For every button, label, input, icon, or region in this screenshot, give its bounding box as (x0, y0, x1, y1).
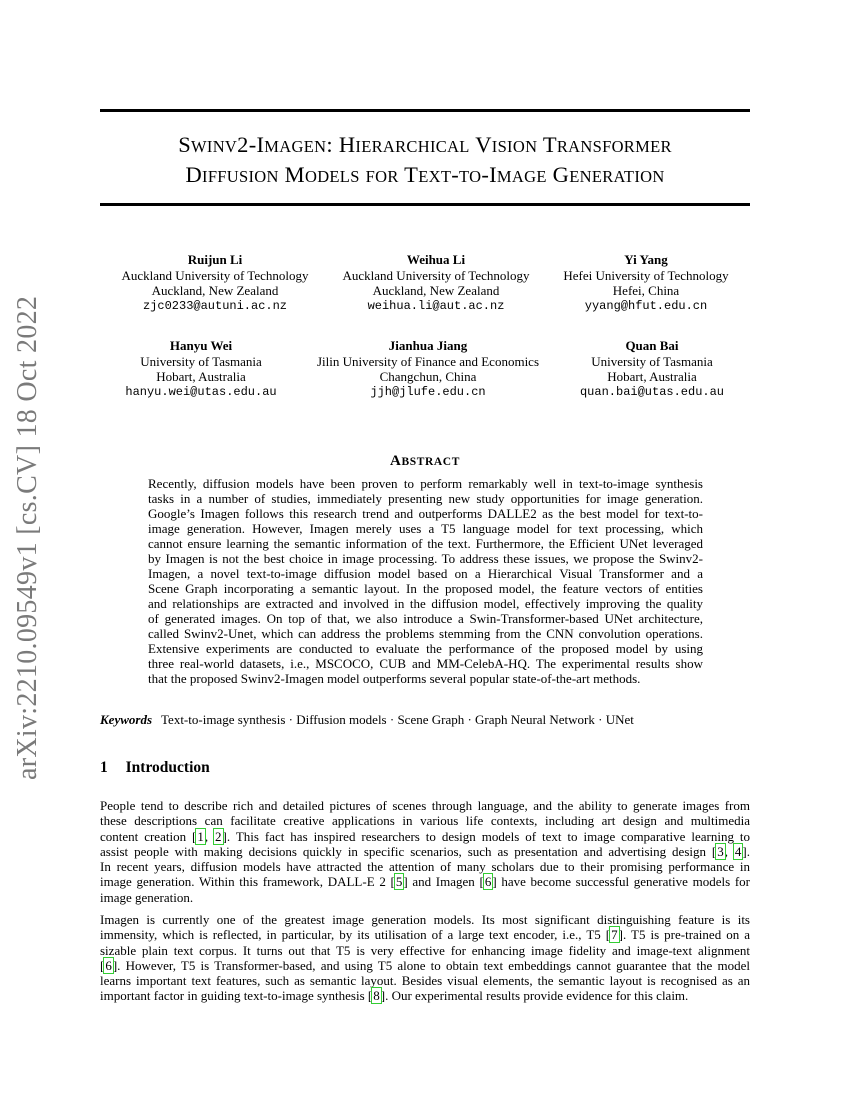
abstract-heading (100, 453, 750, 470)
paragraph-text: ]. T5 is pre-trained on a (618, 927, 751, 943)
author-email[interactable]: quan.bai@utas.edu.au (579, 384, 725, 399)
keywords-label: Keywords (100, 712, 152, 727)
author-location: Hobart, Australia (156, 369, 246, 385)
keywords-text: Text-to-image synthesis · Diffusion models · Scene Graph · Graph Neural Network · UNet (161, 712, 634, 727)
author-name: Weihua Li (406, 252, 466, 267)
paragraph-text: In recent years, diffusion models have attracted the attention of many scholars due to their promising performance in (100, 859, 750, 875)
abstract-line: and relationships are extracted and involved in the diffusion model, effectively improving the quality (148, 596, 703, 611)
author-name: Hanyu Wei (169, 338, 233, 353)
author-location: Auckland, New Zealand (372, 283, 500, 299)
author-email[interactable]: hanyu.wei@utas.edu.au (125, 384, 277, 399)
paragraph-line (100, 829, 750, 844)
paragraph-line (100, 988, 750, 1003)
paragraph-line (100, 813, 750, 828)
author-name: Yi Yang (624, 252, 668, 267)
paragraph-line (100, 973, 750, 988)
paragraph-line (100, 958, 750, 973)
paragraph-text: ]. (742, 843, 751, 859)
author-location: Changchun, China (379, 369, 477, 385)
paragraph-text: important factor in guiding text-to-image synthesis [ (100, 988, 373, 1004)
paragraph-line (100, 927, 750, 942)
author-affiliation: University of Tasmania (591, 353, 713, 369)
citation-link[interactable]: 6 (105, 957, 112, 973)
paragraph-line (100, 912, 750, 927)
author-email[interactable]: jjh@jlufe.edu.cn (370, 384, 486, 399)
section-heading (100, 759, 210, 777)
paragraph-text: content creation [ (100, 828, 197, 844)
section-number: 1 (100, 759, 108, 776)
keywords-line (100, 712, 750, 728)
abstract-line: Scene Graph incorporating a semantic layout. In the proposed model, the feature vectors of entities (148, 581, 703, 596)
author-location: Auckland, New Zealand (151, 283, 279, 299)
abstract-line: Extensive experiments are conducted to evaluate the performance of the proposed model by using (148, 641, 703, 656)
paragraph-line (100, 890, 750, 905)
paragraph-line (100, 859, 750, 874)
paragraph-text: [ (100, 957, 105, 973)
abstract-body (148, 476, 703, 686)
author-affiliation: University of Tasmania (140, 353, 262, 369)
author-email[interactable]: zjc0233@autuni.ac.nz (142, 298, 288, 313)
intro-paragraph-1 (100, 798, 750, 905)
author-affiliation: Jilin University of Finance and Economics (316, 353, 540, 369)
paragraph-text: ]. This fact has inspired researchers to design models of text to image comparative learning to (222, 828, 751, 844)
abstract-line: called Swinv2-Unet, which can address the problems stemming from the CNN convolution operations. (148, 626, 703, 641)
abstract-line: Recently, diffusion models have been proven to perform remarkably well in text-to-image synthesis (148, 476, 703, 491)
author-card (71, 338, 331, 400)
citation-link[interactable]: 4 (734, 843, 742, 859)
author-card (516, 252, 776, 314)
paragraph-line (100, 798, 750, 813)
section-title: Introduction (125, 759, 210, 776)
paragraph-text: learns important text features, such as semantic layout. Besides visual elements, the semantic layout is recognised as an (100, 973, 750, 989)
author-email[interactable]: weihua.li@aut.ac.nz (367, 298, 505, 313)
author-name: Quan Bai (625, 338, 679, 353)
abstract-line: Google’s Imagen follows this research trend and outperforms DALLE2 as the best model for text-to- (148, 506, 703, 521)
citation-link[interactable]: 8 (373, 988, 380, 1004)
title-rule-bottom (100, 203, 750, 206)
author-location: Hefei, China (612, 283, 680, 299)
paragraph-text: , (724, 843, 734, 859)
author-affiliation: Auckland University of Technology (121, 267, 309, 283)
paragraph-text: assist people with making decisions quickly in specific scenarios, such as presentation and advertising design [ (100, 843, 717, 859)
title-rule-top (100, 109, 750, 112)
citation-link[interactable]: 6 (484, 874, 492, 890)
author-card (298, 338, 558, 400)
paragraph-text: ] and Imagen [ (403, 874, 484, 890)
abstract-line: image generation. However, Imagen merely uses a T5 language model for text processing, which (148, 521, 703, 536)
author-email[interactable]: yyang@hfut.edu.cn (584, 298, 708, 313)
paragraph-text: these descriptions can facilitate creative applications in various life contexts, including art design and multimedia (100, 813, 750, 829)
abstract-line: three real-world datasets, i.e., MSCOCO, CUB and MM-CelebA-HQ. The experimental results show (148, 656, 703, 671)
paragraph-text: immensity, which is reflected, in particular, by its utilisation of a large text encoder, i.e., T5 [ (100, 927, 611, 943)
author-affiliation: Hefei University of Technology (563, 267, 729, 283)
abstract-line: cannot ensure learning the semantic information of the text. Furthermore, the Efficient UNet leveraged (148, 536, 703, 551)
citation-link[interactable]: 3 (717, 843, 724, 859)
citation-link[interactable]: 1 (197, 828, 204, 844)
paragraph-text: ] have become successful generative models for (492, 874, 750, 890)
author-name: Jianhua Jiang (388, 338, 468, 353)
paragraph-text: image generation. (100, 889, 194, 905)
arxiv-side-stamp: arXiv:2210.09549v1 [cs.CV] 18 Oct 2022 (12, 295, 43, 780)
abstract-line: Imagen, a novel text-to-image diffusion model based on a Hierarchical Visual Transformer and a (148, 566, 703, 581)
abstract-line: tasks in a number of studies, immediately presenting new study opportunities for image generation. (148, 491, 703, 506)
paper-title (100, 131, 750, 191)
paragraph-text: People tend to describe rich and detailed pictures of scenes through language, and the ability to generate images from (100, 798, 750, 813)
abstract-line: of generated images. On top of that, we also introduce a Swin-Transformer-based UNet architecture, (148, 611, 703, 626)
paragraph-line (100, 844, 750, 859)
author-name: Ruijun Li (187, 252, 243, 267)
citation-link[interactable]: 2 (215, 828, 222, 844)
paragraph-line (100, 874, 750, 889)
author-affiliation: Auckland University of Technology (342, 267, 530, 283)
author-location: Hobart, Australia (607, 369, 697, 385)
abstract-heading-initial: A (390, 453, 402, 469)
paragraph-text: ]. However, T5 is Transformer-based, and using T5 alone to obtain text embeddings cannot guarantee that the model (112, 957, 750, 973)
paragraph-text: image generation. Within this framework, DALL-E 2 [ (100, 874, 395, 890)
paragraph-text: sizable plain text corpus. It turns out that T5 is very effective for enhancing image fidelity and image-text alignment (100, 942, 750, 958)
paragraph-text: Imagen is currently one of the greatest image generation models. Its most significant distinguishing feature is its (100, 912, 750, 927)
title-line-2: DIFFUSION MODELS FOR TEXT-TO-IMAGE GENERATION (185, 162, 665, 187)
citation-link[interactable]: 7 (611, 927, 618, 943)
paragraph-text: ]. Our experimental results provide evidence for this claim. (380, 988, 689, 1004)
paragraph-line (100, 943, 750, 958)
abstract-line: that the proposed Swinv2-Imagen model outperforms several popular state-of-the-art methods. (148, 671, 641, 686)
title-line-1: SWINV2-IMAGEN: HIERARCHICAL VISION TRANSFORMER (178, 132, 672, 157)
intro-paragraph-2 (100, 912, 750, 1004)
abstract-line: by Imagen is not the best choice in image processing. To address these issues, we propose the Swinv2- (148, 551, 703, 566)
abstract-heading-rest: BSTRACT (401, 456, 460, 468)
paragraph-text: , (204, 828, 215, 844)
citation-link[interactable]: 5 (395, 874, 403, 890)
author-card (522, 338, 782, 400)
